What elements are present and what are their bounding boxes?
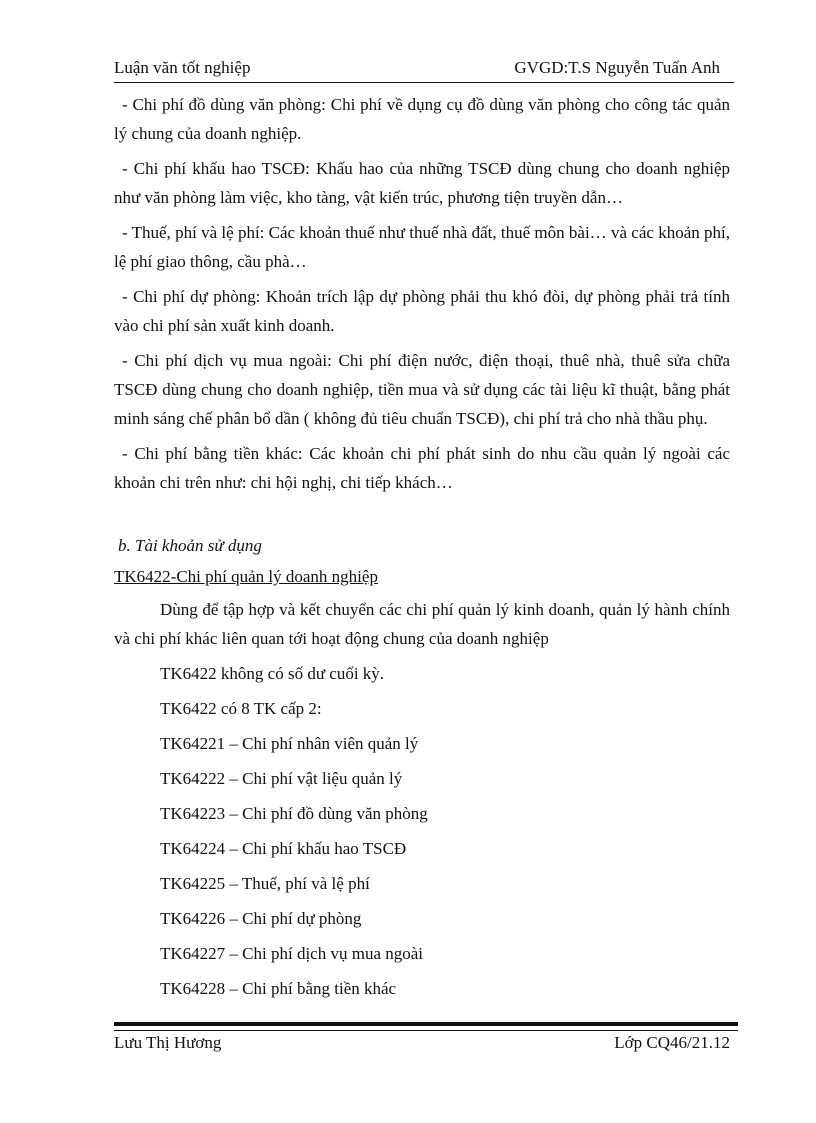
account-intro: Dùng để tập hợp và kết chuyển các chi phí quản lý kinh doanh, quản lý hành chính và chi phí khác liên quan tới hoạt động chung của doanh nghiệp bbox=[114, 600, 730, 648]
sub-account-item: TK64228 – Chi phí bằng tiền khác bbox=[160, 979, 397, 998]
sub-account-item: TK64223 – Chi phí đồ dùng văn phòng bbox=[160, 804, 428, 823]
sub-account-item: TK64224 – Chi phí khấu hao TSCĐ bbox=[160, 839, 407, 858]
paragraph-outsourced-services: - Chi phí dịch vụ mua ngoài: Chi phí điện nước, điện thoại, thuê nhà, thuê sửa chữa TSCĐ dùng chung cho doanh nghiệp, tiền mua và sử dụng các tài liệu kĩ thuật, bằng phát minh sáng chế phân bổ dần ( không đủ tiêu chuẩn TSCĐ), chi phí trả cho nhà thầu phụ. bbox=[114, 351, 730, 428]
footer-divider bbox=[114, 1022, 738, 1028]
sub-account-item: TK64225 – Thuế, phí và lệ phí bbox=[160, 874, 370, 893]
paragraph-other-cash-costs: - Chi phí bằng tiền khác: Các khoản chi phí phát sinh do nhu cầu quản lý ngoài các khoản chi trên như: chi hội nghị, chi tiếp khách… bbox=[114, 444, 730, 492]
sub-account-count: TK6422 có 8 TK cấp 2: bbox=[160, 699, 322, 718]
header-supervisor: GVGD:T.S Nguyễn Tuấn Anh bbox=[514, 58, 720, 77]
sub-account-item: TK64222 – Chi phí vật liệu quản lý bbox=[160, 769, 403, 788]
sub-account-item: TK64226 – Chi phí dự phòng bbox=[160, 909, 362, 928]
footer-author: Lưu Thị Hương bbox=[114, 1033, 222, 1052]
paragraph-provisions: - Chi phí dự phòng: Khoản trích lập dự phòng phải thu khó đòi, dự phòng phải trả tính vào chi phí sản xuất kinh doanh. bbox=[114, 287, 730, 335]
account-title: TK6422-Chi phí quản lý doanh nghiệp bbox=[114, 567, 378, 586]
section-heading: b. Tài khoản sử dụng bbox=[118, 536, 262, 555]
footer-class: Lớp CQ46/21.12 bbox=[614, 1033, 730, 1052]
sub-account-item: TK64221 – Chi phí nhân viên quản lý bbox=[160, 734, 419, 753]
page-header bbox=[114, 58, 734, 83]
paragraph-depreciation: - Chi phí khấu hao TSCĐ: Khấu hao của những TSCĐ dùng chung cho doanh nghiệp như văn phòng làm việc, kho tàng, vật kiến trúc, phương tiện truyền dẫn… bbox=[114, 159, 730, 207]
balance-note: TK6422 không có số dư cuối kỳ. bbox=[160, 664, 385, 683]
header-thesis-label: Luận văn tốt nghiệp bbox=[114, 58, 251, 77]
spacer bbox=[114, 503, 730, 531]
document-body bbox=[114, 90, 730, 1009]
sub-account-item: TK64227 – Chi phí dịch vụ mua ngoài bbox=[160, 944, 424, 963]
paragraph-office-supplies: - Chi phí đồ dùng văn phòng: Chi phí về dụng cụ đồ dùng văn phòng cho công tác quản lý chung của doanh nghiệp. bbox=[114, 95, 730, 143]
paragraph-taxes-fees: - Thuế, phí và lệ phí: Các khoản thuế như thuế nhà đất, thuế môn bài… và các khoản phí, lệ phí giao thông, cầu phà… bbox=[114, 223, 730, 271]
